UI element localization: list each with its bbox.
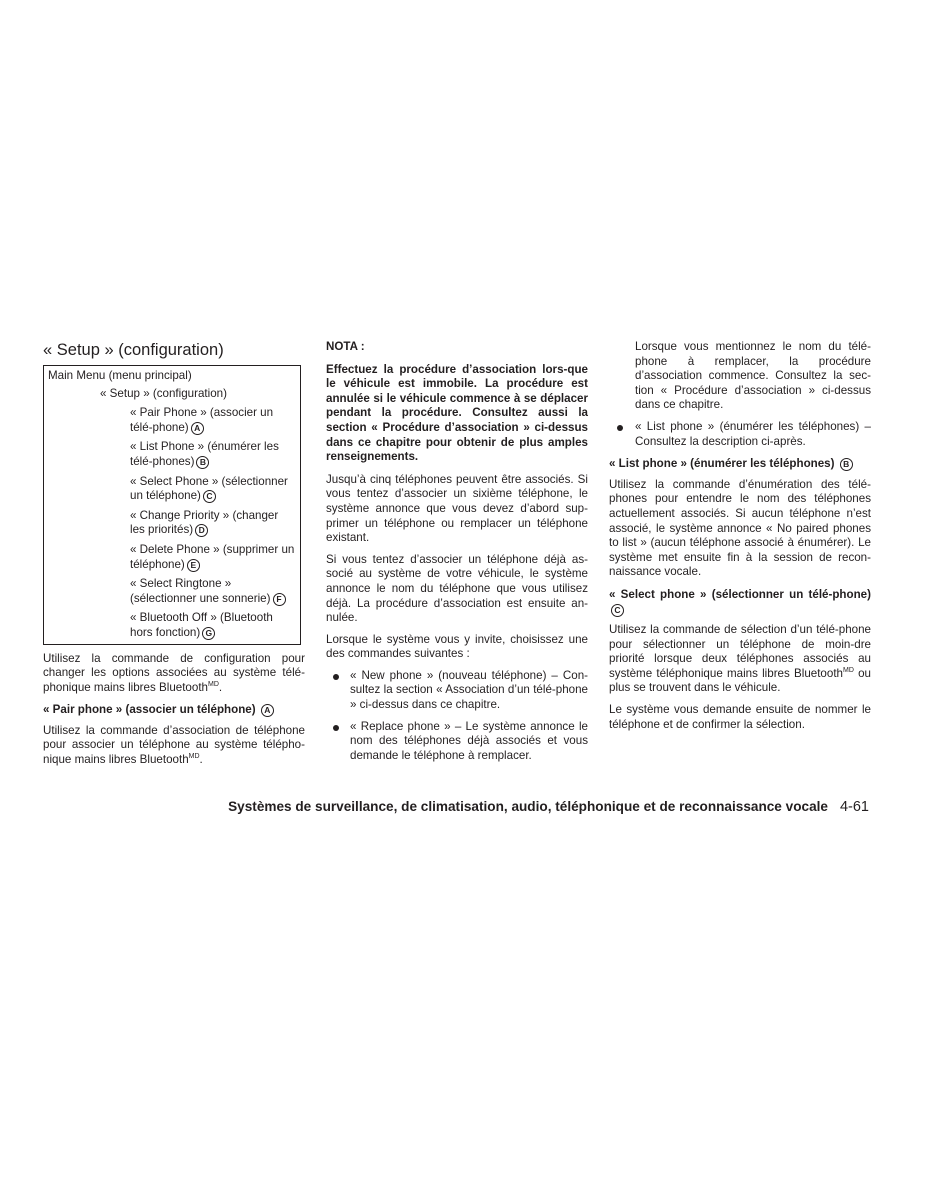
menu-item-delete-phone: « Delete Phone » (supprimer un téléphone) E	[130, 542, 295, 571]
paragraph-already-associated: Si vous tentez d’associer un téléphone déjà as-socié au système de votre véhicule, le système annonce le nom du téléphone que vous utilisez déjà. La procédure d’association est ensuite an-nulée.	[326, 552, 588, 625]
menu-item-change-priority: « Change Priority » (changer les priorités) D	[130, 508, 279, 537]
section-title-setup: « Setup » (configuration)	[43, 341, 224, 359]
badge-b-icon: B	[196, 456, 209, 469]
column-3	[609, 340, 871, 739]
badge-a-icon: A	[191, 422, 204, 435]
replace-continuation: Lorsque vous mentionnez le nom du télé-phone à remplacer, la procédure d’association commence. Consultez la sec-tion « Procédure d’association » ci-dessus dans ce chapitre.	[635, 340, 871, 412]
page-number: 4-61	[839, 799, 869, 815]
nota-label: NOTA :	[326, 340, 365, 353]
badge-d-icon: D	[195, 524, 208, 537]
paragraph-five-phones: Jusqu’à cinq téléphones peuvent être associés. Si vous tentez d’associer un sixième téléphone, le système annonce que vous devez d’abord sup-primer un téléphone ou remplacer un téléphone existant.	[326, 472, 588, 545]
page-footer	[228, 799, 869, 815]
column-2	[326, 340, 588, 770]
menu-item-pair-phone: « Pair Phone » (associer un télé-phone) A	[130, 406, 274, 434]
chapter-title: Systèmes de surveillance, de climatisation, audio, téléphonique et de reconnaissance vocale	[228, 799, 828, 814]
setup-description: Utilisez la commande de configuration pour changer les options associées au système télé-phonique mains libres Bluetooth$^{MD}$.	[43, 651, 305, 694]
badge-g-icon: G	[202, 627, 215, 640]
badge-f-icon: F	[273, 593, 286, 606]
select-phone-confirm: Le système vous demande ensuite de nommer le téléphone et de confirmer la sélection.	[609, 703, 871, 731]
bullet-icon	[617, 425, 623, 431]
badge-c-icon: C	[611, 604, 624, 617]
list-phone-description: Utilisez la commande d’énumération des télé-phones pour entendre le nom des téléphones actuellement associés. Si aucun téléphone n’est associé, le système annonce « No paired phones to list » (aucun téléphone associé à énumérer). Le système met ensuite fin à la session de recon-naissance vocale.	[609, 477, 871, 579]
bullet-icon	[333, 725, 339, 731]
column-1	[43, 340, 305, 775]
heading-select-phone: « Select phone » (sélectionner un télé-phone) C	[609, 587, 871, 615]
pair-phone-description: Utilisez la commande d’association de téléphone pour associer un téléphone au système télépho-nique mains libres Bluetooth$^{MD}$.	[43, 723, 305, 767]
bullet-replace-phone: « Replace phone » – Le système annonce le nom des téléphones déjà associés et vous demande le téléphone à remplacer.	[326, 720, 588, 764]
menu-item-select-ringtone: « Select Ringtone » (sélectionner une sonnerie) F	[130, 577, 296, 606]
menu-item-bluetooth-off: « Bluetooth Off » (Bluetooth hors fonction) G	[130, 611, 273, 639]
paragraph-choose-command: Lorsque le système vous y invite, choisissez une des commandes suivantes :	[326, 632, 588, 661]
select-phone-description: Utilisez la commande de sélection d’un télé-phone pour sélectionner un téléphone de moin-dre priorité lorsque deux téléphones associés au système téléphonique mains libres Bluetooth$^{MD}$ ou plus se trouvent dans le véhicule.	[609, 623, 871, 695]
heading-list-phone: « List phone » (énumérer les téléphones) B	[609, 457, 871, 472]
menu-level-main: Main Menu (menu principal)	[48, 369, 192, 382]
badge-e-icon: E	[187, 559, 200, 572]
nota-text: Effectuez la procédure d’association lors-que le véhicule est immobile. La procédure est annulée si le véhicule commence à se déplacer pendant la procédure. Consultez aussi la section « Procédure d’association » ci-dessus dans ce chapitre pour obtenir de plus amples renseignements.	[326, 362, 588, 464]
menu-item-select-phone: « Select Phone » (sélectionner un téléphone) C	[130, 474, 288, 503]
bullet-icon	[333, 674, 339, 680]
badge-a-icon: A	[261, 704, 274, 717]
bullet-new-phone: « New phone » (nouveau téléphone) – Con-sultez la section « Association d’un télé-phone » ci-dessus dans ce chapitre.	[326, 669, 588, 713]
heading-pair-phone: « Pair phone » (associer un téléphone) A	[43, 703, 305, 718]
menu-item-list-phone: « List Phone » (énumérer les télé-phones) B	[130, 440, 279, 468]
menu-level-setup: « Setup » (configuration)	[100, 386, 227, 400]
badge-c-icon: C	[203, 490, 216, 503]
bullet-list-phone: « List phone » (énumérer les téléphones) – Consultez la description ci-après.	[609, 420, 871, 449]
menu-tree-box	[43, 365, 301, 645]
badge-b-icon: B	[840, 458, 853, 471]
